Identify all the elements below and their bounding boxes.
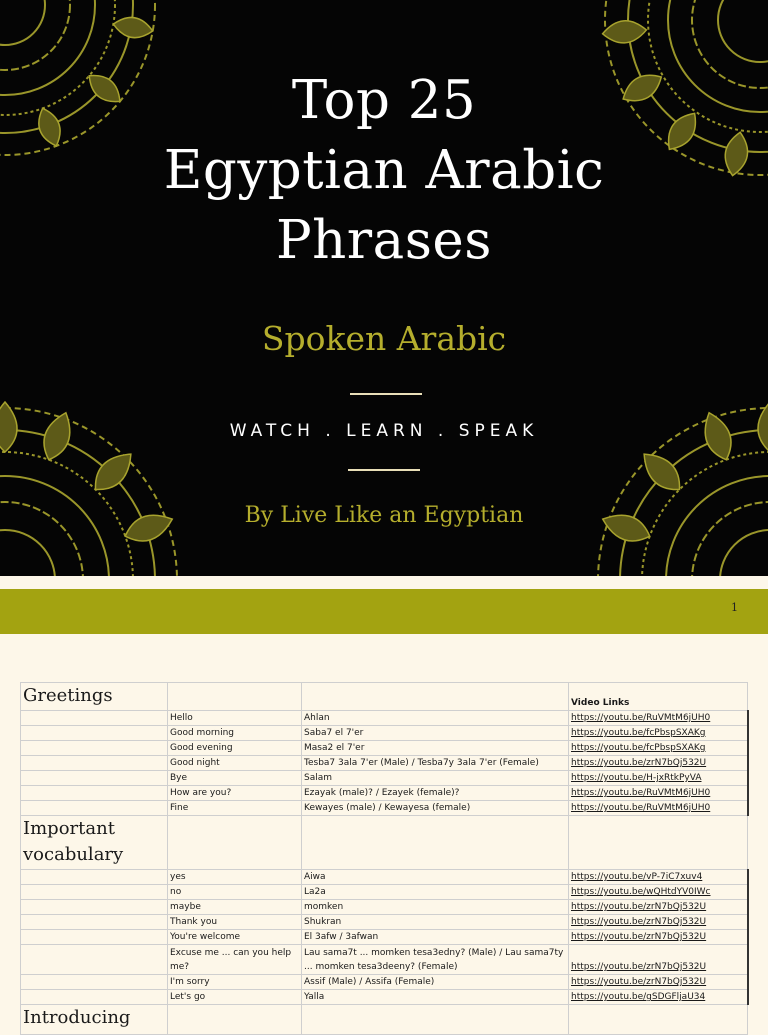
cover-title-line-1: Top 25 (291, 70, 477, 131)
empty-cell (569, 816, 748, 870)
video-link[interactable]: https://youtu.be/zrN7bQj532U (569, 915, 748, 930)
divider-top (350, 393, 422, 395)
arabic-phrase: Ezayak (male)? / Ezayek (female)? (302, 786, 569, 801)
table-row (21, 900, 748, 915)
english-phrase: Hello (168, 711, 302, 726)
section-row-important-vocabulary (21, 816, 748, 870)
english-phrase: Good night (168, 756, 302, 771)
video-link[interactable]: https://youtu.be/fcPbspSXAKg (569, 741, 748, 756)
english-phrase: I'm sorry (168, 975, 302, 990)
video-link[interactable]: https://youtu.be/zrN7bQj532U (569, 930, 748, 945)
empty-cell (168, 816, 302, 870)
arabic-phrase: Saba7 el 7'er (302, 726, 569, 741)
empty-cell (302, 683, 569, 711)
empty-cell (21, 711, 168, 726)
video-link[interactable]: https://youtu.be/zrN7bQj532U (569, 945, 748, 975)
english-phrase: no (168, 885, 302, 900)
arabic-phrase: Lau sama7t ... momken tesa3edny? (Male) / Lau sama7ty ... momken tesa3deeny? (Female) (302, 945, 569, 975)
english-phrase: Excuse me ... can you help me? (168, 945, 302, 975)
arabic-phrase: Yalla (302, 990, 569, 1005)
arabic-phrase: Assif (Male) / Assifa (Female) (302, 975, 569, 990)
empty-cell (21, 900, 168, 915)
table-row (21, 975, 748, 990)
arabic-phrase: Ahlan (302, 711, 569, 726)
empty-cell (21, 915, 168, 930)
video-link[interactable]: https://youtu.be/H-jxRtkPyVA (569, 771, 748, 786)
table-row (21, 726, 748, 741)
english-phrase: yes (168, 870, 302, 885)
arabic-phrase: Tesba7 3ala 7'er (Male) / Tesba7y 3ala 7'er (Female) (302, 756, 569, 771)
arabic-phrase: momken (302, 900, 569, 915)
arabic-phrase: Masa2 el 7'er (302, 741, 569, 756)
empty-cell (21, 975, 168, 990)
arabic-phrase: Salam (302, 771, 569, 786)
video-link[interactable]: https://youtu.be/wQHtdYV0IWc (569, 885, 748, 900)
empty-cell (21, 885, 168, 900)
video-link[interactable]: https://youtu.be/zrN7bQj532U (569, 975, 748, 990)
empty-cell (302, 1005, 569, 1035)
empty-cell (168, 683, 302, 711)
english-phrase: Good morning (168, 726, 302, 741)
section-title: Introducing (21, 1005, 168, 1035)
english-phrase: Good evening (168, 741, 302, 756)
empty-cell (569, 1005, 748, 1035)
table-row (21, 801, 748, 816)
table-row (21, 990, 748, 1005)
empty-cell (21, 786, 168, 801)
english-phrase: Let's go (168, 990, 302, 1005)
video-link[interactable]: https://youtu.be/gSDGFljaU34 (569, 990, 748, 1005)
table-row (21, 915, 748, 930)
section-title: Greetings (21, 683, 168, 711)
empty-cell (21, 990, 168, 1005)
empty-cell (21, 930, 168, 945)
table-row (21, 756, 748, 771)
table-row (21, 741, 748, 756)
english-phrase: Thank you (168, 915, 302, 930)
empty-cell (21, 756, 168, 771)
page-header-band (0, 589, 768, 634)
video-link[interactable]: https://youtu.be/RuVMtM6jUH0 (569, 801, 748, 816)
table-row (21, 786, 748, 801)
video-link[interactable]: https://youtu.be/fcPbspSXAKg (569, 726, 748, 741)
arabic-phrase: Kewayes (male) / Kewayesa (female) (302, 801, 569, 816)
arabic-phrase: El 3afw / 3afwan (302, 930, 569, 945)
english-phrase: Bye (168, 771, 302, 786)
video-link[interactable]: https://youtu.be/zrN7bQj532U (569, 756, 748, 771)
arabic-phrase: Aiwa (302, 870, 569, 885)
page-number: 1 (731, 601, 738, 614)
cover-title (0, 66, 768, 276)
video-links-header: Video Links (569, 683, 748, 711)
section-row-introducing (21, 1005, 748, 1035)
video-link[interactable]: https://youtu.be/RuVMtM6jUH0 (569, 711, 748, 726)
table-row (21, 711, 748, 726)
arabic-phrase: Shukran (302, 915, 569, 930)
english-phrase: maybe (168, 900, 302, 915)
empty-cell (21, 801, 168, 816)
cover-tagline: WATCH . LEARN . SPEAK (229, 421, 539, 441)
empty-cell (21, 741, 168, 756)
cover-title-line-2: Egyptian Arabic (163, 140, 605, 201)
divider-bottom (348, 469, 420, 471)
empty-cell (21, 870, 168, 885)
cover-subtitle: Spoken Arabic (261, 319, 507, 358)
english-phrase: Fine (168, 801, 302, 816)
table-row (21, 771, 748, 786)
empty-cell (302, 816, 569, 870)
empty-cell (21, 726, 168, 741)
empty-cell (21, 945, 168, 975)
empty-cell (21, 771, 168, 786)
video-link[interactable]: https://youtu.be/RuVMtM6jUH0 (569, 786, 748, 801)
phrases-table (20, 682, 749, 1035)
video-link[interactable]: https://youtu.be/vP-7iC7xuv4 (569, 870, 748, 885)
video-link[interactable]: https://youtu.be/zrN7bQj532U (569, 900, 748, 915)
table-row (21, 930, 748, 945)
section-row-greetings (21, 683, 748, 711)
english-phrase: How are you? (168, 786, 302, 801)
english-phrase: You're welcome (168, 930, 302, 945)
arabic-phrase: La2a (302, 885, 569, 900)
section-title: Important vocabulary (21, 816, 168, 870)
empty-cell (168, 1005, 302, 1035)
cover-title-line-3: Phrases (276, 210, 492, 271)
table-row (21, 945, 748, 975)
cover-byline: By Live Like an Egyptian (244, 503, 524, 528)
table-row (21, 870, 748, 885)
table-row (21, 885, 748, 900)
